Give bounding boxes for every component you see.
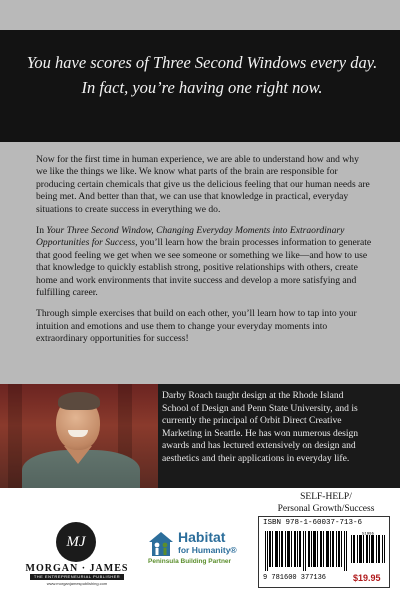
barcode-number: 9 781600 377136 (263, 574, 327, 582)
category-label (270, 491, 382, 515)
habitat-logo (148, 527, 248, 569)
author-photo (0, 384, 158, 488)
author-hair (58, 392, 100, 410)
quote-banner (0, 30, 400, 142)
habitat-sub: for Humanity® (178, 545, 237, 555)
habitat-name: Habitat (178, 529, 226, 545)
author-bio: Darby Roach taught design at the Rhode Island School of Design and Penn State University, and is currently the principal of Orbit Direct Creative Marketing in Seattle. He has won numerous design awards and has lectured extensively on design and aesthetics and their applications in everyday life. (162, 390, 359, 464)
ean-barcode (265, 531, 347, 571)
curtain-fold (8, 384, 22, 488)
paragraph-2-prefix: In (36, 225, 47, 237)
price-addon-barcode (351, 531, 385, 563)
category-line-2: Personal Growth/Success (277, 504, 375, 514)
addon-number: 51995 (361, 532, 375, 537)
mj-monogram: MJ (56, 522, 96, 562)
banner-quote (22, 50, 382, 100)
paragraph-2 (36, 225, 372, 299)
isbn-text: ISBN 978-1-60037-713-6 (263, 519, 363, 527)
price: $19.95 (353, 573, 381, 583)
habitat-partner: Peninsula Building Partner (148, 558, 232, 565)
description-text (36, 154, 372, 355)
barcode-box (258, 516, 390, 588)
quote-line-1: You have scores of Three Second Windows every day. (26, 53, 378, 72)
paragraph-3: Through simple exercises that build on each other, you’ll learn how to tap into your intuition and emotions and use them to change your everyday moments into extraordinary opportunities for success! (36, 308, 357, 345)
habitat-house-icon (148, 531, 174, 557)
paragraph-1: Now for the first time in human experience, we are able to understand how and why we like the things we like. We know what parts of the brain are responsible for producing certain chemicals that give us the delicious feeling that our human needs are being met. And better than that, we can use that knowledge in practical, everyday situations to create success in everything we do. (36, 154, 370, 215)
publisher-tagline: THE ENTREPRENEURIAL PUBLISHER (30, 574, 124, 580)
publisher-name: MORGAN · JAMES (25, 563, 129, 574)
publisher-url: www.morganjamespublishing.com (46, 581, 108, 586)
author-section (0, 384, 400, 488)
morgan-james-logo (22, 522, 132, 586)
category-line-1: SELF-HELP/ (300, 492, 352, 502)
quote-line-2: In fact, you’re having one right now. (81, 78, 323, 97)
book-title-italic: Your Three Second Window, Changing Everyday Moments into Extraordinary Opportunities for Success (36, 225, 345, 249)
paragraph-2-rest: , you’ll learn how the brain processes information to generate that good feeling we get when we see someone or something we like—and how to use that knowledge to quickly establish strong, positive relationships with others, create home and work environments that invite success and develop a more satisfying and fulfilling career. (36, 237, 372, 299)
